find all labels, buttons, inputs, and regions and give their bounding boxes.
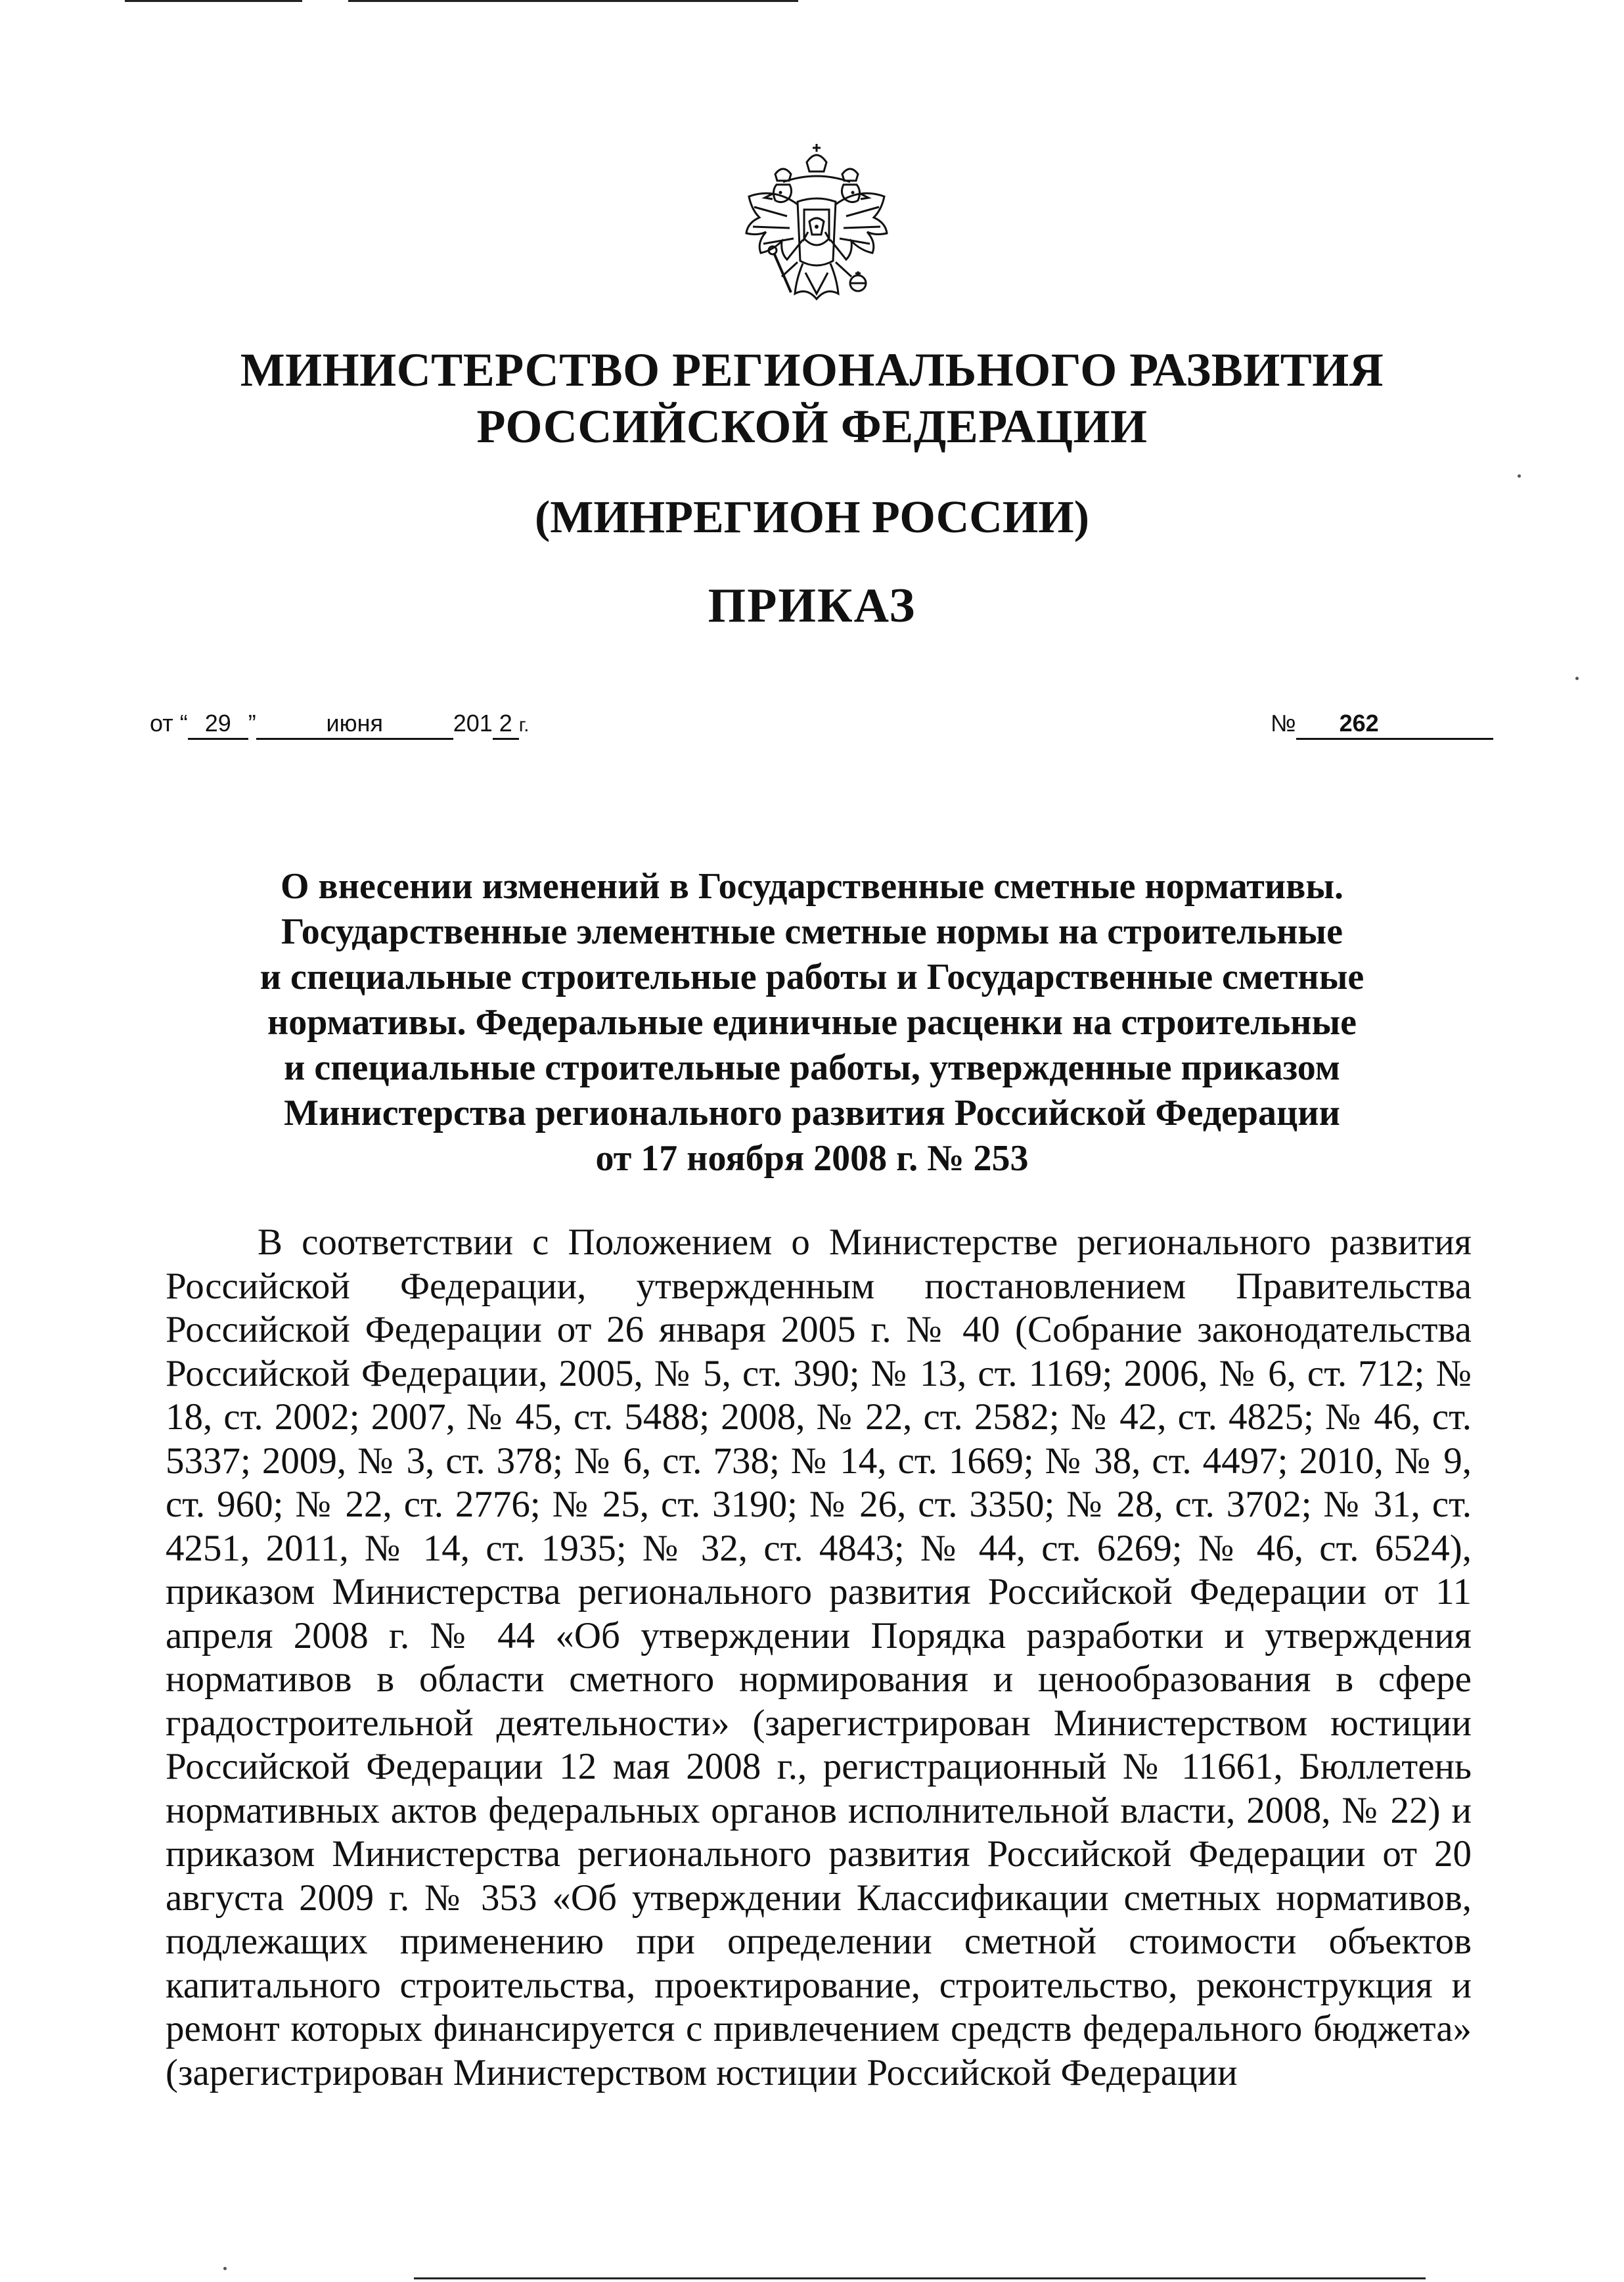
subject-line: Государственные элементные сметные нормы на строительные: [281, 911, 1343, 952]
body-paragraph: В соответствии с Положением о Министерстве регионального развития Российской Федерации, утвержденным постановлением Правительства Российской Федерации от 26 января 2005 г. № 40 (Собрание законодательства Российской Федерации, 2005, № 5, ст. 390; № 13, ст. 1169; 2006, № 6, ст. 712; № 18, ст. 2002; 2007, № 45, ст. 5488; 2008, № 22, ст. 2582; № 42, ст. 4825; № 46, ст. 5337; 2009, № 3, ст. 378; № 6, ст. 738; № 14, ст. 1669; № 38, ст. 4497; 2010, № 9, ст. 960; № 22, ст. 2776; № 25, ст. 3190; № 26, ст. 3350; № 28, ст. 3702; № 31, ст. 4251, 2011, № 14, ст. 1935; № 32, ст. 4843; № 44, ст. 6269; № 46, ст. 6524), приказом Министерства регионального развития Российской Федерации от 11 апреля 2008 г. № 44 «Об утверждении Порядка разработки и утверждения нормативов в области сметного нормирования и ценообразования в сфере градостроительной деятельности» (зарегистрирован Министерством юстиции Российской Федерации 12 мая 2008 г., регистрационный № 11661, Бюллетень нормативных актов федеральных органов исполнительной власти, 2008, № 22) и приказом Министерства регионального развития Российской Федерации от 20 августа 2009 г. № 353 «Об утверждении Классификации сметных нормативов, подлежащих применению при определении сметной стоимости объектов капитального строительства, проектирование, строительство, реконструкция и ремонт которых финансируется с привлечением средств федерального бюджета» (зарегистрирован Министерством юстиции Российской Федерации: [166, 1221, 1472, 2093]
ministry-name-line2: РОССИЙСКОЙ ФЕДЕРАЦИИ: [476, 400, 1148, 453]
order-number: [1271, 707, 1493, 740]
order-subject: [197, 864, 1427, 1181]
scan-edge-line: [414, 2277, 1426, 2279]
scan-speck: [1575, 677, 1579, 680]
date-month: июня: [256, 709, 453, 740]
date-year-digit: 2: [493, 709, 519, 740]
ministry-abbreviation: (МИНРЕГИОН РОССИИ): [534, 492, 1090, 543]
subject-line: Министерства регионального развития Российской Федерации: [284, 1093, 1340, 1133]
date-quote-close: ”: [248, 710, 256, 737]
subject-line: от 17 ноября 2008 г. № 253: [595, 1138, 1029, 1179]
number-sign: №: [1271, 710, 1296, 737]
subject-line: О внесении изменений в Государственные сметные нормативы.: [280, 866, 1344, 907]
subject-line: и специальные строительные работы и Государственные сметные: [259, 957, 1365, 997]
subject-line: нормативы. Федеральные единичные расценки на строительные: [267, 1002, 1357, 1043]
document-type-title: ПРИКАЗ: [708, 579, 916, 633]
subject-line: и специальные строительные работы, утвержденные приказом: [284, 1047, 1340, 1088]
coat-of-arms-icon: [734, 141, 899, 312]
date-prefix: от “: [150, 710, 188, 737]
scan-edge-line: [125, 0, 302, 2]
scan-speck: [1518, 474, 1521, 478]
scan-edge-line: [348, 0, 798, 2]
ministry-name-line1: МИНИСТЕРСТВО РЕГИОНАЛЬНОГО РАЗВИТИЯ: [240, 344, 1384, 396]
date-day: 29: [188, 709, 248, 740]
scan-speck: [223, 2267, 227, 2270]
date-year-prefix: 201: [453, 710, 493, 737]
order-date: [150, 707, 529, 742]
ministry-name: [0, 342, 1624, 455]
number-value: 262: [1296, 709, 1493, 740]
date-year-suffix: г.: [518, 714, 530, 736]
